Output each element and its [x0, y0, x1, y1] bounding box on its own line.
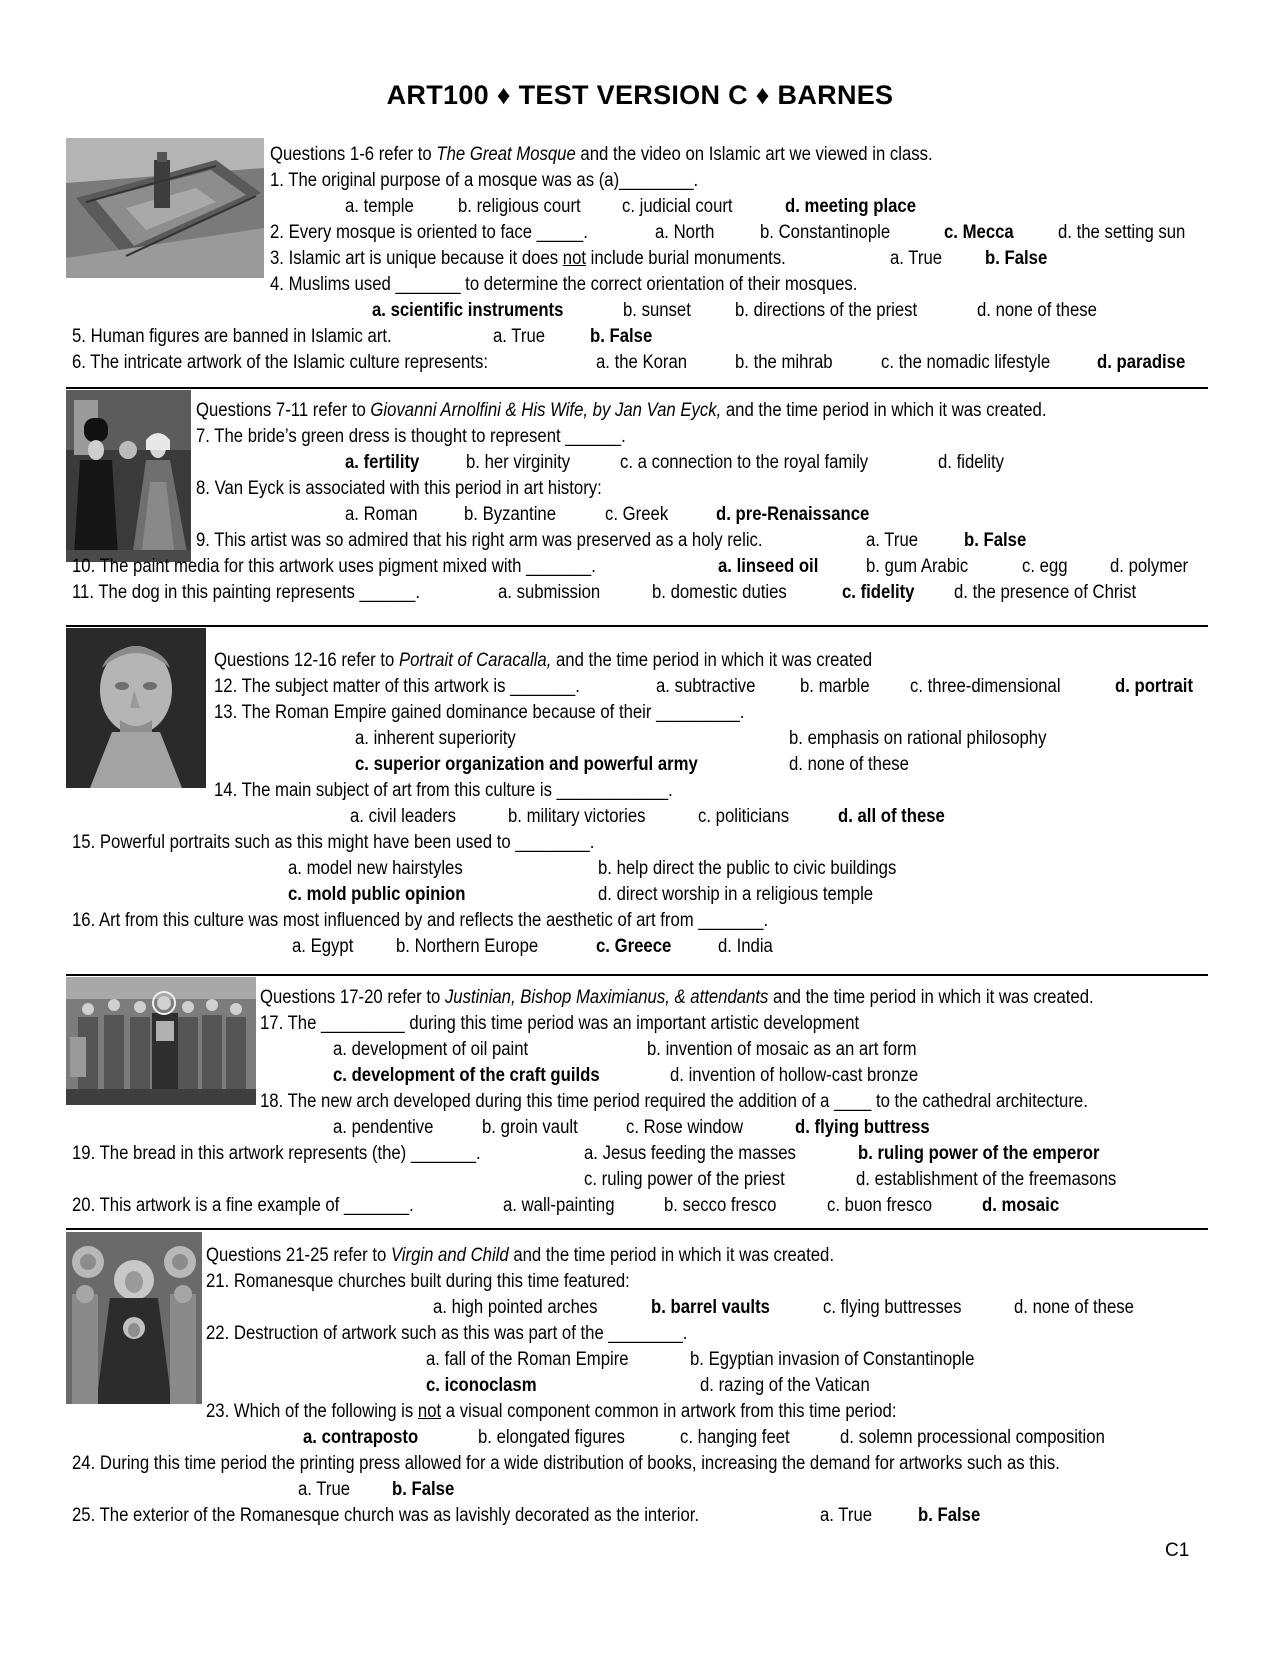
section-divider — [66, 1228, 1208, 1230]
q14-option-a: a. civil leaders — [350, 806, 456, 827]
q11-option-b: b. domestic duties — [652, 582, 787, 603]
question-18: 18. The new arch developed during this time period required the addition of a ____ to the cathedral architecture. — [260, 1091, 1088, 1112]
q12-option-a: a. subtractive — [656, 676, 756, 697]
question-25: 25. The exterior of the Romanesque church was as lavishly decorated as the interior. — [72, 1505, 700, 1526]
question-2: 2. Every mosque is oriented to face _____. — [270, 222, 588, 243]
q7-option-a: a. fertility — [345, 452, 420, 473]
q25-option-b: b. False — [918, 1505, 981, 1526]
q19-option-b: b. ruling power of the emperor — [858, 1143, 1100, 1164]
q11-option-c: c. fidelity — [842, 582, 915, 603]
question-15: 15. Powerful portraits such as this might have been used to ________. — [72, 832, 595, 853]
question-13: 13. The Roman Empire gained dominance because of their _________. — [214, 702, 745, 723]
q1-option-a: a. temple — [345, 196, 414, 217]
question-6: 6. The intricate artwork of the Islamic culture represents: — [72, 352, 489, 373]
q6-option-a: a. the Koran — [596, 352, 688, 373]
q14-option-b: b. military victories — [508, 806, 646, 827]
q15-option-d: d. direct worship in a religious temple — [598, 884, 874, 905]
q19-option-c: c. ruling power of the priest — [584, 1169, 785, 1190]
q19-option-d: d. establishment of the freemasons — [856, 1169, 1117, 1190]
justinian-mosaic-image — [66, 977, 256, 1105]
section-divider — [66, 625, 1208, 627]
q9-option-b: b. False — [964, 530, 1027, 551]
question-9: 9. This artist was so admired that his right arm was preserved as a holy relic. — [196, 530, 763, 551]
q25-option-a: a. True — [820, 1505, 873, 1526]
q16-option-c: c. Greece — [596, 936, 672, 957]
q2-option-b: b. Constantinople — [760, 222, 891, 243]
question-24: 24. During this time period the printing press allowed for a wide distribution of books, increasing the demand for artworks such as this. — [72, 1453, 1060, 1474]
question-5: 5. Human figures are banned in Islamic art. — [72, 326, 392, 347]
q8-option-d: d. pre-Renaissance — [716, 504, 870, 525]
q14-option-d: d. all of these — [838, 806, 945, 827]
q18-option-a: a. pendentive — [333, 1117, 434, 1138]
question-21: 21. Romanesque churches built during this time featured: — [206, 1271, 630, 1292]
q14-option-c: c. politicians — [698, 806, 790, 827]
question-23: 23. Which of the following is not a visual component common in artwork from this time period: — [206, 1401, 897, 1422]
question-7: 7. The bride’s green dress is thought to represent ______. — [196, 426, 626, 447]
intro-q21-25: Questions 21-25 refer to Virgin and Child and the time period in which it was created. — [206, 1245, 834, 1266]
q22-option-a: a. fall of the Roman Empire — [426, 1349, 629, 1370]
q4-option-c: b. directions of the priest — [735, 300, 918, 321]
q8-option-a: a. Roman — [345, 504, 418, 525]
question-3: 3. Islamic art is unique because it does not include burial monuments. — [270, 248, 786, 269]
q5-option-b: b. False — [590, 326, 653, 347]
q7-option-d: d. fidelity — [938, 452, 1004, 473]
q15-option-b: b. help direct the public to civic buildings — [598, 858, 897, 879]
q1-option-d: d. meeting place — [785, 196, 917, 217]
q23-option-d: d. solemn processional composition — [840, 1427, 1105, 1448]
q23-option-c: c. hanging feet — [680, 1427, 790, 1448]
intro-q17-20: Questions 17-20 refer to Justinian, Bishop Maximianus, & attendants and the time period in which it was created. — [260, 987, 1094, 1008]
q12-option-b: b. marble — [800, 676, 870, 697]
q10-option-a: a. linseed oil — [718, 556, 819, 577]
intro-q12-16: Questions 12-16 refer to Portrait of Caracalla, and the time period in which it was created — [214, 650, 872, 671]
q3-option-a: a. True — [890, 248, 943, 269]
q11-option-d: d. the presence of Christ — [954, 582, 1137, 603]
q17-option-c: c. development of the craft guilds — [333, 1065, 600, 1086]
q20-option-a: a. wall-painting — [503, 1195, 615, 1216]
q16-option-a: a. Egypt — [292, 936, 354, 957]
q20-option-b: b. secco fresco — [664, 1195, 777, 1216]
q24-option-b: b. False — [392, 1479, 455, 1500]
q1-option-b: b. religious court — [458, 196, 581, 217]
question-22: 22. Destruction of artwork such as this was part of the ________. — [206, 1323, 688, 1344]
q7-option-c: c. a connection to the royal family — [620, 452, 869, 473]
q2-option-a: a. North — [655, 222, 715, 243]
q19-option-a: a. Jesus feeding the masses — [584, 1143, 796, 1164]
q8-option-c: c. Greek — [605, 504, 669, 525]
question-17: 17. The _________ during this time period was an important artistic development — [260, 1013, 860, 1034]
q2-option-d: d. the setting sun — [1058, 222, 1186, 243]
q17-option-d: d. invention of hollow-cast bronze — [670, 1065, 919, 1086]
question-11: 11. The dog in this painting represents ______. — [72, 582, 420, 603]
question-14: 14. The main subject of art from this culture is ____________. — [214, 780, 673, 801]
q16-option-d: d. India — [718, 936, 773, 957]
q4-option-b: b. sunset — [623, 300, 691, 321]
q22-option-c: c. iconoclasm — [426, 1375, 537, 1396]
question-1: 1. The original purpose of a mosque was as (a)________. — [270, 170, 699, 191]
q10-option-d: d. polymer — [1110, 556, 1189, 577]
q8-option-b: b. Byzantine — [464, 504, 557, 525]
q12-option-d: d. portrait — [1115, 676, 1194, 697]
q22-option-d: d. razing of the Vatican — [700, 1375, 870, 1396]
q21-option-d: d. none of these — [1014, 1297, 1134, 1318]
question-10: 10. The paint media for this artwork uses pigment mixed with _______. — [72, 556, 596, 577]
q4-option-d: d. none of these — [977, 300, 1097, 321]
q6-option-d: d. paradise — [1097, 352, 1186, 373]
q21-option-b: b. barrel vaults — [651, 1297, 770, 1318]
q22-option-b: b. Egyptian invasion of Constantinople — [690, 1349, 975, 1370]
q18-option-b: b. groin vault — [482, 1117, 578, 1138]
intro-q7-11: Questions 7-11 refer to Giovanni Arnolfini & His Wife, by Jan Van Eyck, and the time period in which it was created. — [196, 400, 1047, 421]
page-number: C1 — [1165, 1540, 1190, 1561]
q15-option-c: c. mold public opinion — [288, 884, 466, 905]
q21-option-a: a. high pointed arches — [433, 1297, 598, 1318]
q23-option-a: a. contraposto — [303, 1427, 419, 1448]
q18-option-d: d. flying buttress — [795, 1117, 930, 1138]
q4-option-a: a. scientific instruments — [372, 300, 564, 321]
question-20: 20. This artwork is a fine example of _______. — [72, 1195, 414, 1216]
great-mosque-image — [66, 138, 264, 278]
q16-option-b: b. Northern Europe — [396, 936, 539, 957]
q13-option-a: a. inherent superiority — [355, 728, 516, 749]
q15-option-a: a. model new hairstyles — [288, 858, 463, 879]
question-19: 19. The bread in this artwork represents (the) _______. — [72, 1143, 481, 1164]
q17-option-a: a. development of oil paint — [333, 1039, 529, 1060]
page-title: ART100 ♦ TEST VERSION C ♦ BARNES — [386, 80, 894, 110]
q13-option-d: d. none of these — [789, 754, 909, 775]
q5-option-a: a. True — [493, 326, 546, 347]
q24-option-a: a. True — [298, 1479, 351, 1500]
q10-option-c: c. egg — [1022, 556, 1068, 577]
section-divider — [66, 974, 1208, 976]
q9-option-a: a. True — [866, 530, 919, 551]
q10-option-b: b. gum Arabic — [866, 556, 969, 577]
q1-option-c: c. judicial court — [622, 196, 733, 217]
question-8: 8. Van Eyck is associated with this period in art history: — [196, 478, 602, 499]
section-divider — [66, 387, 1208, 389]
q20-option-d: d. mosaic — [982, 1195, 1060, 1216]
q23-option-b: b. elongated figures — [478, 1427, 625, 1448]
q6-option-c: c. the nomadic lifestyle — [881, 352, 1051, 373]
q13-option-b: b. emphasis on rational philosophy — [789, 728, 1047, 749]
question-12: 12. The subject matter of this artwork is _______. — [214, 676, 580, 697]
arnolfini-portrait-image — [66, 390, 191, 562]
virgin-and-child-icon-image — [66, 1232, 202, 1404]
q17-option-b: b. invention of mosaic as an art form — [647, 1039, 917, 1060]
caracalla-bust-image — [66, 628, 206, 788]
q6-option-b: b. the mihrab — [735, 352, 833, 373]
q3-option-b: b. False — [985, 248, 1048, 269]
q12-option-c: c. three-dimensional — [910, 676, 1061, 697]
q21-option-c: c. flying buttresses — [823, 1297, 962, 1318]
q2-option-c: c. Mecca — [944, 222, 1014, 243]
intro-q1-6: Questions 1-6 refer to The Great Mosque and the video on Islamic art we viewed in class. — [270, 144, 933, 165]
q13-option-c: c. superior organization and powerful army — [355, 754, 698, 775]
q11-option-a: a. submission — [498, 582, 601, 603]
q7-option-b: b. her virginity — [466, 452, 571, 473]
q18-option-c: c. Rose window — [626, 1117, 744, 1138]
q20-option-c: c. buon fresco — [827, 1195, 933, 1216]
question-16: 16. Art from this culture was most influenced by and reflects the aesthetic of art from _______. — [72, 910, 769, 931]
question-4: 4. Muslims used _______ to determine the correct orientation of their mosques. — [270, 274, 858, 295]
